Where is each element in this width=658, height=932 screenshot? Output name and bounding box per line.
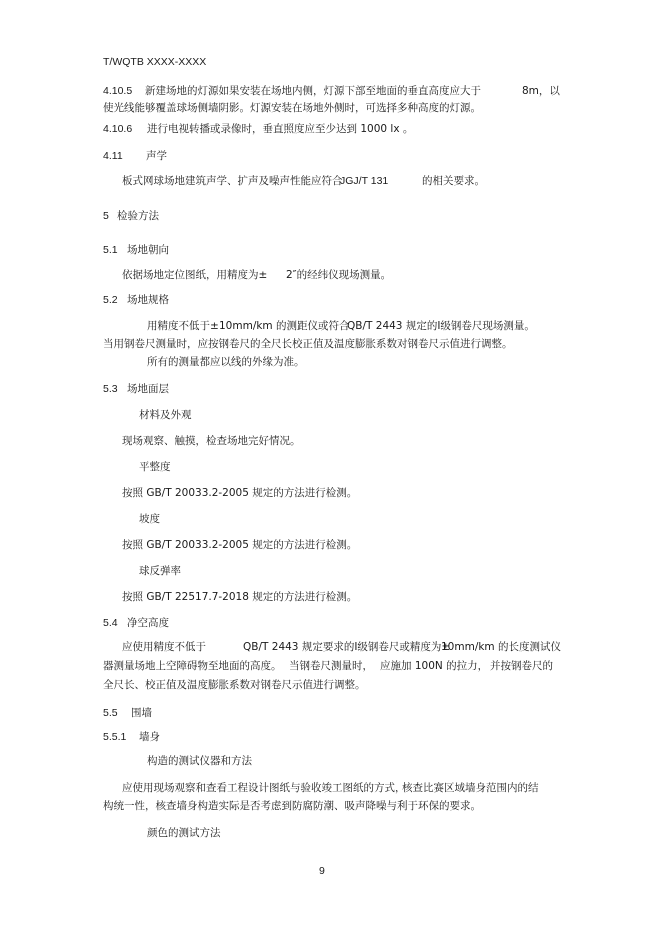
body-text: 并按钢卷尺的 <box>490 660 553 672</box>
body-text: 应施加 100N 的拉力， <box>380 660 489 672</box>
sub-item-title: 材料及外观 <box>139 409 192 421</box>
clause-number: 5.1 <box>103 244 118 256</box>
body-text: 进行电视转播或录像时，垂直照度应至少达到 1000 lx 。 <box>147 123 414 135</box>
body-text: 当用钢卷尺测量时，应按钢卷尺的全尺长校正值及温度膨胀系数对钢卷尺示值进行调整。 <box>103 338 513 350</box>
page-header: T/WQTB XXXX-XXXX <box>103 56 207 68</box>
body-text: QB/T 2443 规定的Ⅰ级钢卷尺现场测量。 <box>347 320 535 332</box>
body-text: QB/T 2443 规定要求的Ⅰ级钢卷尺或精度为± <box>243 641 451 653</box>
body-text: 10mm/km 的测距仪或符合 <box>219 320 350 332</box>
clause-title: 场地朝向 <box>127 244 169 256</box>
clause-title: 墙身 <box>139 731 160 743</box>
body-text: 按照 GB/T 20033.2-2005 规定的方法进行检测。 <box>122 487 358 499</box>
clause-title: 场地规格 <box>127 294 169 306</box>
body-text: 使光线能够覆盖球场侧墙阴影。灯源安装在场地外侧时，可选择多种高度的灯源。 <box>103 102 481 114</box>
clause-number: 4.10.5 <box>103 85 133 97</box>
body-text: 板式网球场地建筑声学、扩声及噪声性能应符合 <box>122 175 343 187</box>
sub-item-title: 坡度 <box>139 513 160 525</box>
body-text: 用精度不低于± <box>147 320 219 332</box>
body-text: 8m，以 <box>522 85 560 97</box>
sub-item-title: 颜色的测试方法 <box>147 827 221 839</box>
body-text: 10mm/km 的长度测试仪 <box>441 641 562 653</box>
body-text: 全尺长、校正值及温度膨胀系数对钢卷尺示值进行调整。 <box>103 679 366 691</box>
clause-number: 5.2 <box>103 294 118 306</box>
body-text: 当钢卷尺测量时， <box>289 660 373 672</box>
body-text: 按照 GB/T 20033.2-2005 规定的方法进行检测。 <box>122 539 358 551</box>
body-text: 核查比赛区域墙身范围内的结 <box>402 782 539 794</box>
body-text: 新建场地的灯源如果安装在场地内侧，灯源下部至地面的垂直高度应大于 <box>145 85 481 97</box>
clause-number: 4.11 <box>103 150 123 162</box>
sub-item-title: 平整度 <box>139 461 171 473</box>
clause-title: 声学 <box>146 150 167 162</box>
clause-title: 围墙 <box>131 707 152 719</box>
body-text: 按照 GB/T 22517.7-2018 规定的方法进行检测。 <box>122 591 358 603</box>
body-text: 构统一性，核查墙身构造实际是否考虑到防腐防潮、吸声降噪与利于环保的要求。 <box>103 800 481 812</box>
body-text: JGJ/T 131 <box>340 175 389 187</box>
body-text: 现场观察、触摸，检查场地完好情况。 <box>122 435 301 447</box>
sub-item-title: 构造的测试仪器和方法 <box>147 755 252 767</box>
clause-title: 场地面层 <box>127 383 169 395</box>
body-text: 依据场地定位图纸，用精度为± <box>122 269 268 281</box>
clause-number: 4.10.6 <box>103 123 133 135</box>
sub-item-title: 球反弹率 <box>139 565 181 577</box>
chapter-title: 检验方法 <box>117 210 159 222</box>
clause-number: 5.5 <box>103 707 118 719</box>
clause-number: 5.3 <box>103 383 118 395</box>
clause-title: 净空高度 <box>127 617 169 629</box>
body-text: 所有的测量都应以线的外缘为准。 <box>147 356 305 368</box>
page-number: 9 <box>319 865 325 877</box>
body-text: 应使用精度不低于 <box>122 641 206 653</box>
clause-number: 5.5.1 <box>103 731 127 743</box>
clause-number: 5.4 <box>103 617 118 629</box>
body-text: 的相关要求。 <box>422 175 485 187</box>
body-text: 器测量场地上空障碍物至地面的高度。 <box>103 660 282 672</box>
body-text: 应使用现场观察和查看工程设计图纸与验收竣工图纸的方式， <box>122 782 406 794</box>
chapter-number: 5 <box>103 210 109 222</box>
body-text: 2″的经纬仪现场测量。 <box>286 269 392 281</box>
